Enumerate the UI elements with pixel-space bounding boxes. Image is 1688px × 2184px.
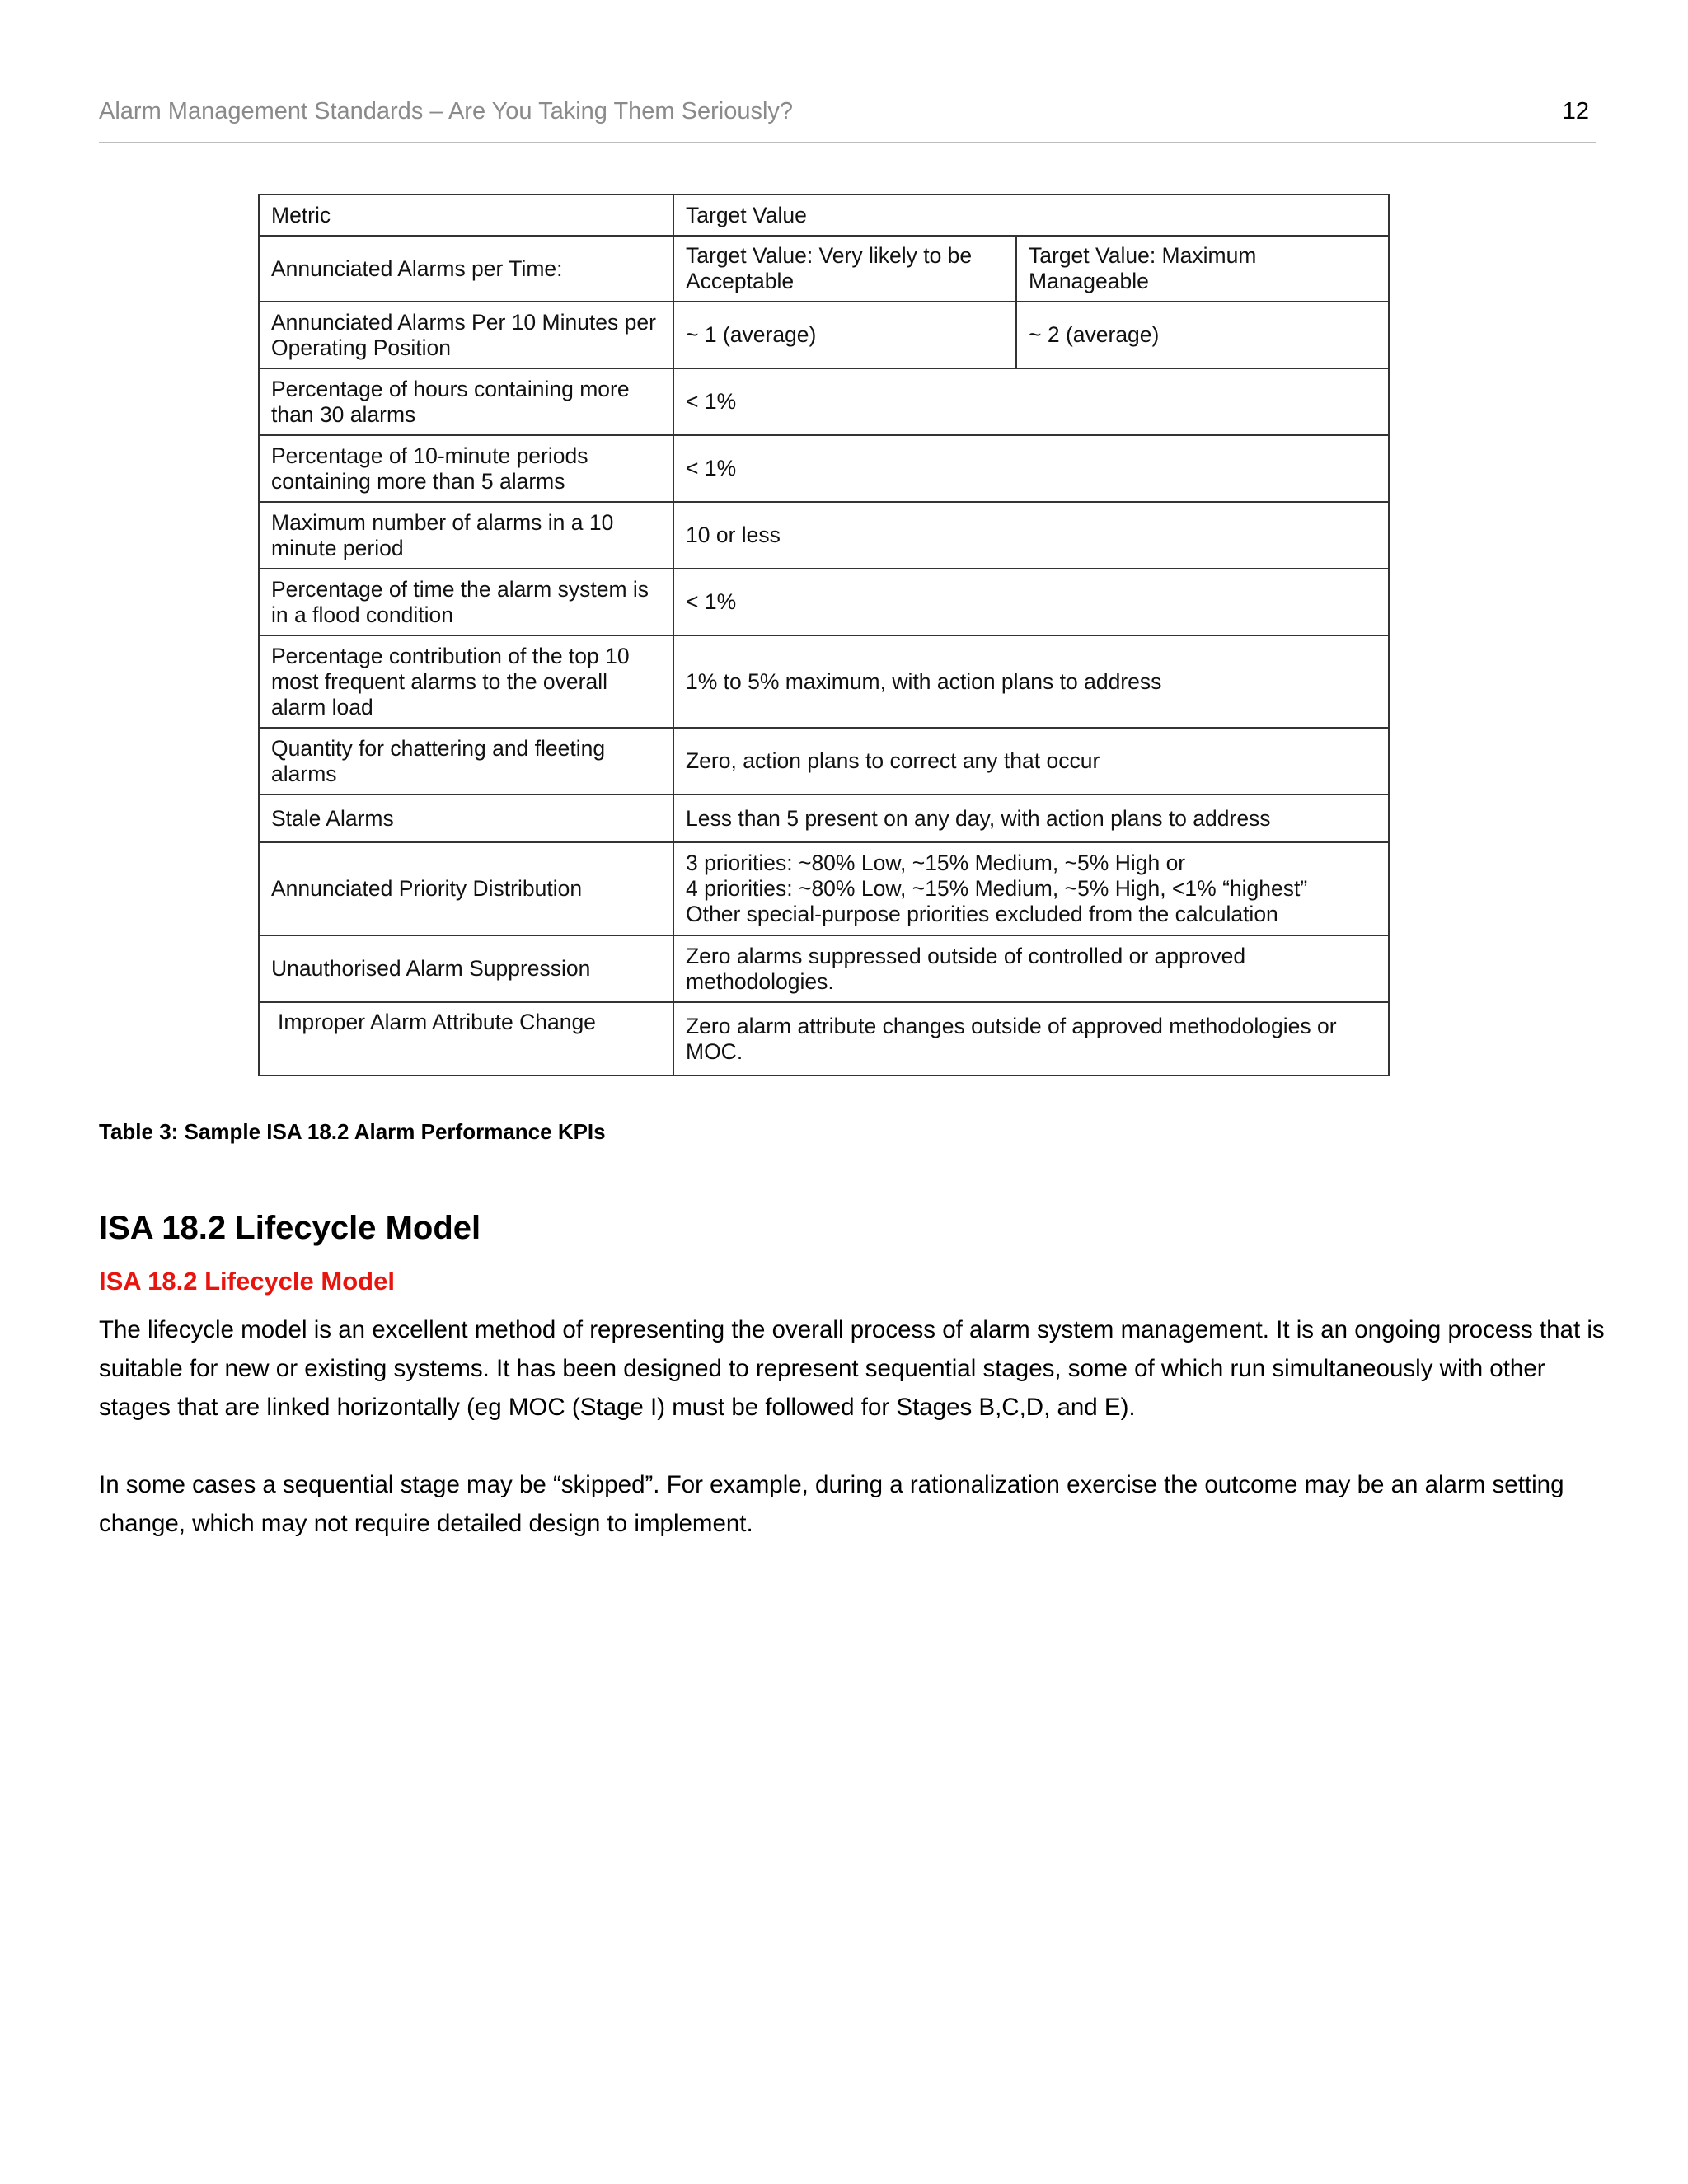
header-metric-cell: Metric	[259, 194, 673, 236]
header-target-cell: Target Value	[673, 194, 1389, 236]
metric-cell: Stale Alarms	[259, 794, 673, 842]
target-cell: 1% to 5% maximum, with action plans to address	[673, 635, 1389, 728]
table-row	[259, 502, 1389, 569]
page-number: 12	[1562, 98, 1589, 124]
target-cell: < 1%	[673, 569, 1389, 635]
metric-cell: Annunciated Priority Distribution	[259, 842, 673, 935]
priority-line: Other special-purpose priorities excluded from the calculation	[686, 902, 1278, 926]
target-cell	[673, 842, 1389, 935]
metric-cell: Percentage contribution of the top 10 most frequent alarms to the overall alarm load	[259, 635, 673, 728]
priority-line: 3 priorities: ~80% Low, ~15% Medium, ~5% High or	[686, 851, 1186, 875]
target-cell: Zero, action plans to correct any that occur	[673, 728, 1389, 794]
kpi-table	[258, 194, 1390, 1076]
metric-cell: Maximum number of alarms in a 10 minute period	[259, 502, 673, 569]
metric-cell: Percentage of time the alarm system is in a flood condition	[259, 569, 673, 635]
subheader-acceptable-cell: Target Value: Very likely to be Acceptable	[673, 236, 1016, 302]
target-acceptable-cell: ~ 1 (average)	[673, 302, 1016, 368]
table-row	[259, 368, 1389, 435]
table-row	[259, 842, 1389, 935]
subheader-label-cell: Annunciated Alarms per Time:	[259, 236, 673, 302]
table-row	[259, 794, 1389, 842]
body-paragraph: The lifecycle model is an excellent method of representing the overall process of alarm system management. It is an ongoing process that is suitable for new or existing systems. It has been designed to represent sequential stages, some of which run simultaneously with other stages that are linked horizontally (eg MOC (Stage I) must be followed for Stages B,C,D, and E).	[99, 1316, 1605, 1421]
header-title: Alarm Management Standards – Are You Taking Them Seriously?	[99, 98, 794, 124]
metric-cell: Quantity for chattering and fleeting alarms	[259, 728, 673, 794]
target-cell: < 1%	[673, 435, 1389, 502]
target-cell: < 1%	[673, 368, 1389, 435]
table-row	[259, 435, 1389, 502]
table-row	[259, 569, 1389, 635]
metric-cell: Percentage of 10-minute periods containing more than 5 alarms	[259, 435, 673, 502]
target-cell: Zero alarm attribute changes outside of approved methodologies or MOC.	[673, 1002, 1389, 1076]
subheader-manageable-cell: Target Value: Maximum Manageable	[1016, 236, 1389, 302]
metric-cell: Annunciated Alarms Per 10 Minutes per Operating Position	[259, 302, 673, 368]
target-cell: Less than 5 present on any day, with action plans to address	[673, 794, 1389, 842]
target-manageable-cell: ~ 2 (average)	[1016, 302, 1389, 368]
table-row	[259, 635, 1389, 728]
table-header-row	[259, 194, 1389, 236]
section-subheading: ISA 18.2 Lifecycle Model	[99, 1267, 395, 1296]
table-row	[259, 302, 1389, 368]
table-row	[259, 935, 1389, 1002]
section-heading: ISA 18.2 Lifecycle Model	[99, 1210, 481, 1246]
target-cell: Zero alarms suppressed outside of controlled or approved methodologies.	[673, 935, 1389, 1002]
target-cell: 10 or less	[673, 502, 1389, 569]
page-header	[99, 97, 1596, 143]
table-row	[259, 728, 1389, 794]
metric-cell: Improper Alarm Attribute Change	[259, 1002, 673, 1076]
metric-cell: Unauthorised Alarm Suppression	[259, 935, 673, 1002]
metric-cell: Percentage of hours containing more than 30 alarms	[259, 368, 673, 435]
body-paragraph: In some cases a sequential stage may be “skipped”. For example, during a rationalization exercise the outcome may be an alarm setting change, which may not require detailed design to implement.	[99, 1471, 1564, 1537]
table-caption: Table 3: Sample ISA 18.2 Alarm Performance KPIs	[99, 1119, 606, 1144]
table-row	[259, 1002, 1389, 1076]
priority-line: 4 priorities: ~80% Low, ~15% Medium, ~5% High, <1% “highest”	[686, 876, 1308, 901]
table-subheader-row	[259, 236, 1389, 302]
